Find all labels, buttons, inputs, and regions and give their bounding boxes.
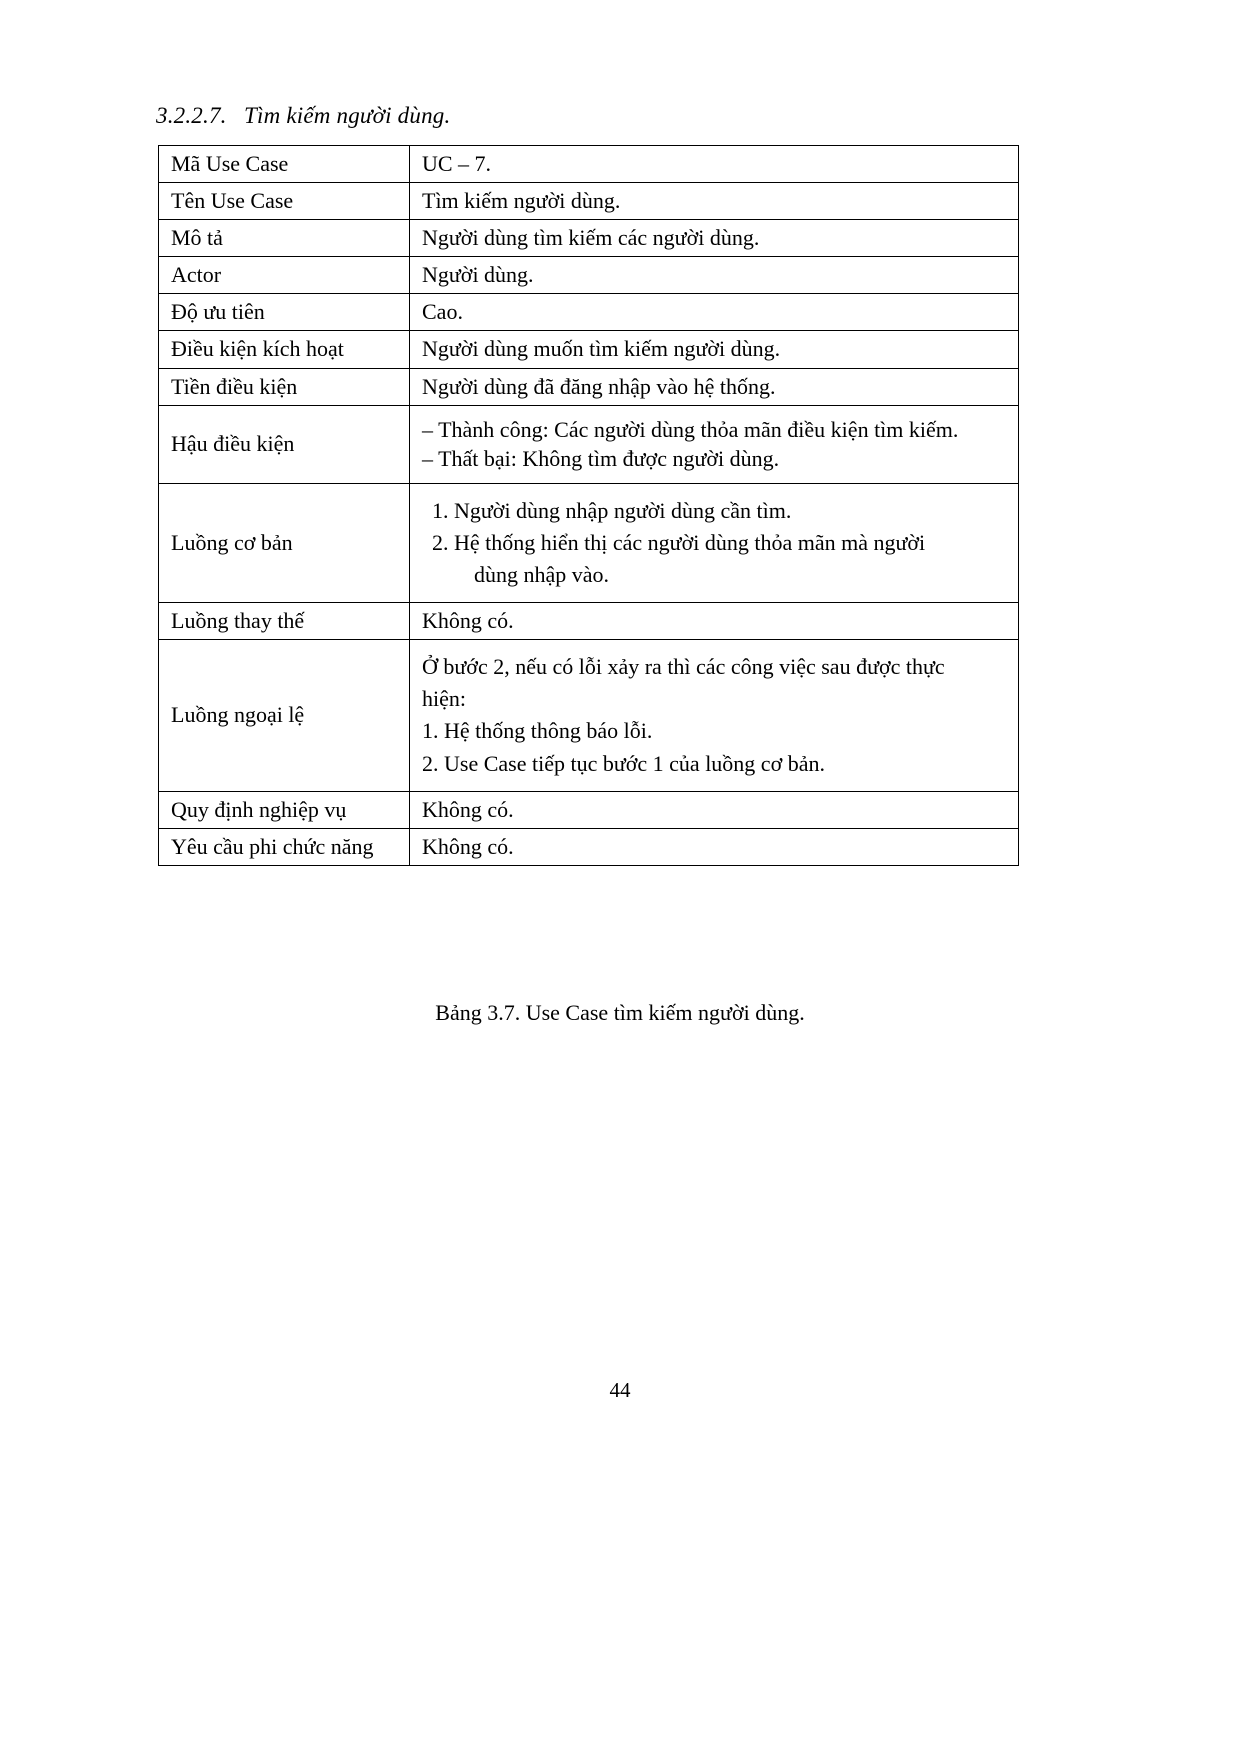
- table-row: [159, 791, 1019, 828]
- value-line: Tìm kiếm người dùng.: [422, 188, 621, 214]
- value-line: 2. Use Case tiếp tục bước 1 của luồng cơ bản.: [422, 750, 825, 776]
- table-row: [159, 603, 1019, 640]
- use-case-table-body: [159, 146, 1019, 866]
- row-value-hau-dieu-kien: [410, 405, 1019, 483]
- table-row: [159, 331, 1019, 368]
- value-line: – Thành công: Các người dùng thỏa mãn điều kiện tìm kiếm.: [422, 416, 959, 442]
- row-label-hau-dieu-kien: Hậu điều kiện: [159, 405, 410, 483]
- row-value-actor: [410, 257, 1019, 294]
- value-line: Ở bước 2, nếu có lỗi xảy ra thì các công việc sau được thực: [422, 654, 945, 680]
- value-line: hiện:: [422, 686, 466, 712]
- table-row: [159, 183, 1019, 220]
- value-line: 1. Hệ thống thông báo lỗi.: [422, 718, 653, 744]
- row-label-actor: Actor: [159, 257, 410, 294]
- row-label-yeu-cau-phi-chuc-nang: Yêu cầu phi chức năng: [159, 828, 410, 865]
- table-row: [159, 294, 1019, 331]
- row-value-ma-use-case: [410, 146, 1019, 183]
- value-line: Người dùng muốn tìm kiếm người dùng.: [422, 336, 781, 362]
- row-label-mo-ta: Mô tả: [159, 220, 410, 257]
- row-value-mo-ta: [410, 220, 1019, 257]
- section-heading: [156, 103, 450, 129]
- table-row: [159, 146, 1019, 183]
- row-label-luong-ngoai-le: Luồng ngoại lệ: [159, 640, 410, 791]
- row-label-do-uu-tien: Độ ưu tiên: [159, 294, 410, 331]
- row-value-tien-dieu-kien: [410, 368, 1019, 405]
- page-number: 44: [609, 1378, 631, 1402]
- row-label-dieu-kien-kich-hoat: Điều kiện kích hoạt: [159, 331, 410, 368]
- value-line: Không có.: [422, 608, 514, 634]
- section-title: Tìm kiếm người dùng.: [244, 103, 451, 128]
- value-line: Không có.: [422, 796, 514, 822]
- value-line: Người dùng đã đăng nhập vào hệ thống.: [422, 373, 776, 399]
- value-line: dùng nhập vào.: [474, 562, 610, 588]
- table-row: [159, 368, 1019, 405]
- value-line: Không có.: [422, 833, 514, 859]
- table-row: [159, 640, 1019, 791]
- row-value-luong-co-ban: [410, 483, 1019, 602]
- row-label-quy-dinh-nghiep-vu: Quy định nghiệp vụ: [159, 791, 410, 828]
- row-value-yeu-cau-phi-chuc-nang: [410, 828, 1019, 865]
- table-row: [159, 828, 1019, 865]
- value-line: 2. Hệ thống hiển thị các người dùng thỏa mãn mà người: [432, 529, 926, 555]
- value-line: 1. Người dùng nhập người dùng cần tìm.: [432, 497, 792, 523]
- row-label-ten-use-case: Tên Use Case: [159, 183, 410, 220]
- row-value-quy-dinh-nghiep-vu: [410, 791, 1019, 828]
- row-label-luong-thay-the: Luồng thay thế: [159, 603, 410, 640]
- row-value-do-uu-tien: [410, 294, 1019, 331]
- table-row: [159, 257, 1019, 294]
- table-caption: Bảng 3.7. Use Case tìm kiếm người dùng.: [435, 1000, 805, 1025]
- table-row: [159, 483, 1019, 602]
- section-number: 3.2.2.7.: [156, 103, 227, 128]
- table-row: [159, 405, 1019, 483]
- value-line: Người dùng tìm kiếm các người dùng.: [422, 225, 760, 251]
- value-line: Người dùng.: [422, 262, 534, 288]
- row-label-luong-co-ban: Luồng cơ bản: [159, 483, 410, 602]
- row-value-ten-use-case: [410, 183, 1019, 220]
- row-label-ma-use-case: Mã Use Case: [159, 146, 410, 183]
- use-case-table: [158, 145, 1019, 866]
- value-line: Cao.: [422, 299, 463, 325]
- row-value-luong-ngoai-le: [410, 640, 1019, 791]
- value-line: UC – 7.: [422, 151, 492, 176]
- table-row: [159, 220, 1019, 257]
- value-line: – Thất bại: Không tìm được người dùng.: [422, 445, 780, 471]
- row-label-tien-dieu-kien: Tiền điều kiện: [159, 368, 410, 405]
- row-value-luong-thay-the: [410, 603, 1019, 640]
- row-value-dieu-kien-kich-hoat: [410, 331, 1019, 368]
